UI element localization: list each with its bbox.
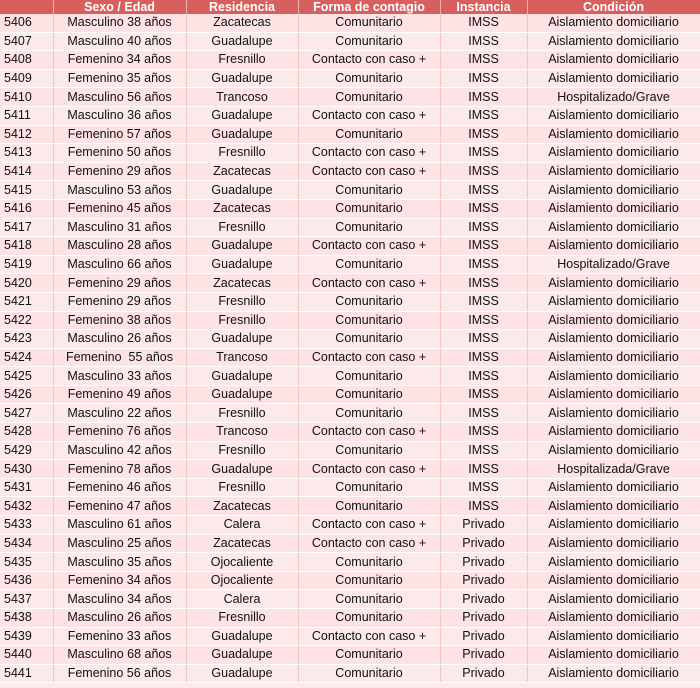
table-row [0, 181, 700, 200]
cell-condition: Aislamiento domiciliario [527, 627, 700, 646]
cell-sex-age: Femenino 56 años [53, 664, 186, 683]
cell-sex-age: Masculino 26 años [53, 330, 186, 349]
cell-contagion: Comunitario [298, 218, 440, 237]
cell-condition: Aislamiento domiciliario [527, 125, 700, 144]
cell-sex-age: Femenino 57 años [53, 125, 186, 144]
cell-contagion: Comunitario [298, 255, 440, 274]
cell-sex-age: Masculino 33 años [53, 367, 186, 386]
table-row [0, 311, 700, 330]
cell-sex-age: Femenino 78 años [53, 460, 186, 479]
cell-case-id: 5419 [0, 255, 53, 274]
cell-residence: Zacatecas [186, 162, 298, 181]
cell-residence: Guadalupe [186, 367, 298, 386]
cell-institution: IMSS [440, 404, 527, 423]
cell-residence: Ojocaliente [186, 571, 298, 590]
cell-case-id: 5425 [0, 367, 53, 386]
table-row [0, 609, 700, 628]
cell-case-id: 5408 [0, 51, 53, 70]
cell-institution: IMSS [440, 181, 527, 200]
table-row [0, 534, 700, 553]
cell-residence: Guadalupe [186, 627, 298, 646]
cell-case-id: 5432 [0, 497, 53, 516]
cell-case-id: 5406 [0, 14, 53, 32]
cell-sex-age: Masculino 25 años [53, 534, 186, 553]
cell-case-id: 5409 [0, 69, 53, 88]
cell-residence: Zacatecas [186, 14, 298, 32]
cell-institution: IMSS [440, 367, 527, 386]
cell-case-id: 5416 [0, 199, 53, 218]
header-condition: Condición [527, 0, 700, 14]
cell-residence: Fresnillo [186, 311, 298, 330]
cell-residence: Guadalupe [186, 106, 298, 125]
table-row [0, 404, 700, 423]
cell-institution: Privado [440, 516, 527, 535]
cell-condition: Hospitalizada/Grave [527, 460, 700, 479]
cell-contagion: Comunitario [298, 609, 440, 628]
table-row [0, 664, 700, 683]
cell-sex-age: Masculino 36 años [53, 106, 186, 125]
cell-sex-age: Femenino 76 años [53, 423, 186, 442]
cell-case-id: 5433 [0, 516, 53, 535]
cell-institution: IMSS [440, 14, 527, 32]
cell-sex-age: Masculino 31 años [53, 218, 186, 237]
table-row [0, 478, 700, 497]
cell-residence: Zacatecas [186, 274, 298, 293]
cell-condition: Aislamiento domiciliario [527, 478, 700, 497]
cell-sex-age: Femenino 47 años [53, 497, 186, 516]
cell-contagion: Comunitario [298, 181, 440, 200]
table-row [0, 441, 700, 460]
cell-condition: Aislamiento domiciliario [527, 218, 700, 237]
cell-case-id: 5431 [0, 478, 53, 497]
cell-condition: Aislamiento domiciliario [527, 69, 700, 88]
table-row [0, 348, 700, 367]
cell-condition: Aislamiento domiciliario [527, 385, 700, 404]
cell-condition: Aislamiento domiciliario [527, 14, 700, 32]
cell-residence: Guadalupe [186, 32, 298, 51]
cell-condition: Aislamiento domiciliario [527, 664, 700, 683]
cell-residence: Ojocaliente [186, 553, 298, 572]
cell-contagion: Comunitario [298, 571, 440, 590]
cell-residence: Trancoso [186, 348, 298, 367]
cell-sex-age: Femenino 34 años [53, 571, 186, 590]
cell-contagion: Comunitario [298, 385, 440, 404]
cell-condition: Hospitalizado/Grave [527, 255, 700, 274]
table-row [0, 516, 700, 535]
cell-condition: Aislamiento domiciliario [527, 367, 700, 386]
cell-condition: Aislamiento domiciliario [527, 292, 700, 311]
cell-case-id: 5410 [0, 88, 53, 107]
cell-contagion: Contacto con caso + [298, 51, 440, 70]
cell-condition: Aislamiento domiciliario [527, 237, 700, 256]
cell-institution: IMSS [440, 106, 527, 125]
cell-institution: IMSS [440, 32, 527, 51]
cell-contagion: Comunitario [298, 497, 440, 516]
cell-institution: Privado [440, 553, 527, 572]
cell-residence: Calera [186, 590, 298, 609]
table-row [0, 292, 700, 311]
table-row [0, 162, 700, 181]
cell-condition: Aislamiento domiciliario [527, 274, 700, 293]
cell-sex-age: Masculino 40 años [53, 32, 186, 51]
cell-contagion: Comunitario [298, 404, 440, 423]
cell-condition: Hospitalizado/Grave [527, 88, 700, 107]
cell-contagion: Comunitario [298, 590, 440, 609]
cell-case-id: 5424 [0, 348, 53, 367]
cell-sex-age: Femenino 29 años [53, 292, 186, 311]
table-row [0, 423, 700, 442]
header-contagion: Forma de contagio [298, 0, 440, 14]
cell-residence: Zacatecas [186, 497, 298, 516]
cell-case-id: 5417 [0, 218, 53, 237]
cell-residence: Fresnillo [186, 478, 298, 497]
cell-institution: IMSS [440, 460, 527, 479]
cell-contagion: Contacto con caso + [298, 516, 440, 535]
table-row [0, 255, 700, 274]
cell-institution: Privado [440, 534, 527, 553]
cell-institution: IMSS [440, 423, 527, 442]
table-row [0, 553, 700, 572]
cell-institution: IMSS [440, 292, 527, 311]
cell-case-id: 5420 [0, 274, 53, 293]
cell-case-id: 5435 [0, 553, 53, 572]
cell-contagion: Contacto con caso + [298, 627, 440, 646]
cell-residence: Trancoso [186, 88, 298, 107]
cell-case-id: 5421 [0, 292, 53, 311]
cell-sex-age: Femenino 38 años [53, 311, 186, 330]
table-row [0, 385, 700, 404]
cell-sex-age: Masculino 34 años [53, 590, 186, 609]
cell-contagion: Contacto con caso + [298, 162, 440, 181]
cell-condition: Aislamiento domiciliario [527, 516, 700, 535]
cell-case-id: 5426 [0, 385, 53, 404]
cell-residence: Fresnillo [186, 609, 298, 628]
cell-institution: Privado [440, 627, 527, 646]
table-row [0, 571, 700, 590]
cell-contagion: Contacto con caso + [298, 237, 440, 256]
cell-condition: Aislamiento domiciliario [527, 181, 700, 200]
cell-condition: Aislamiento domiciliario [527, 609, 700, 628]
cell-sex-age: Femenino 55 años [53, 348, 186, 367]
cell-case-id: 5440 [0, 646, 53, 665]
cell-case-id: 5411 [0, 106, 53, 125]
cell-contagion: Comunitario [298, 311, 440, 330]
cell-residence: Fresnillo [186, 292, 298, 311]
cell-case-id: 5434 [0, 534, 53, 553]
cell-case-id: 5422 [0, 311, 53, 330]
table-row [0, 330, 700, 349]
cell-case-id: 5436 [0, 571, 53, 590]
table-row [0, 69, 700, 88]
cell-case-id: 5407 [0, 32, 53, 51]
cell-institution: Privado [440, 590, 527, 609]
table-row [0, 125, 700, 144]
cell-institution: IMSS [440, 274, 527, 293]
cell-sex-age: Femenino 49 años [53, 385, 186, 404]
cell-residence: Guadalupe [186, 646, 298, 665]
cell-sex-age: Femenino 34 años [53, 51, 186, 70]
cell-case-id: 5438 [0, 609, 53, 628]
cell-contagion: Comunitario [298, 553, 440, 572]
cell-institution: IMSS [440, 69, 527, 88]
cell-institution: IMSS [440, 385, 527, 404]
cell-residence: Guadalupe [186, 664, 298, 683]
cell-institution: IMSS [440, 330, 527, 349]
cell-sex-age: Masculino 66 años [53, 255, 186, 274]
cell-residence: Guadalupe [186, 69, 298, 88]
cell-institution: IMSS [440, 237, 527, 256]
cell-sex-age: Masculino 28 años [53, 237, 186, 256]
cell-condition: Aislamiento domiciliario [527, 51, 700, 70]
cell-institution: IMSS [440, 218, 527, 237]
cell-sex-age: Femenino 45 años [53, 199, 186, 218]
cell-contagion: Comunitario [298, 441, 440, 460]
cell-institution: IMSS [440, 125, 527, 144]
cell-contagion: Comunitario [298, 69, 440, 88]
cell-institution: IMSS [440, 162, 527, 181]
header-sex-age: Sexo / Edad [53, 0, 186, 14]
cell-residence: Guadalupe [186, 255, 298, 274]
cell-condition: Aislamiento domiciliario [527, 144, 700, 163]
cell-condition: Aislamiento domiciliario [527, 32, 700, 51]
cell-residence: Guadalupe [186, 330, 298, 349]
cell-condition: Aislamiento domiciliario [527, 646, 700, 665]
cell-sex-age: Masculino 38 años [53, 14, 186, 32]
table-body [0, 14, 700, 683]
cell-case-id: 5439 [0, 627, 53, 646]
cell-residence: Trancoso [186, 423, 298, 442]
cell-condition: Aislamiento domiciliario [527, 330, 700, 349]
cell-contagion: Comunitario [298, 199, 440, 218]
table-row [0, 106, 700, 125]
cell-condition: Aislamiento domiciliario [527, 199, 700, 218]
cell-residence: Guadalupe [186, 125, 298, 144]
cell-institution: IMSS [440, 144, 527, 163]
cell-residence: Guadalupe [186, 385, 298, 404]
cell-contagion: Comunitario [298, 646, 440, 665]
cell-institution: Privado [440, 571, 527, 590]
cell-institution: IMSS [440, 348, 527, 367]
cell-case-id: 5414 [0, 162, 53, 181]
cell-case-id: 5423 [0, 330, 53, 349]
cell-condition: Aislamiento domiciliario [527, 162, 700, 181]
cell-contagion: Comunitario [298, 664, 440, 683]
table-row [0, 51, 700, 70]
cell-case-id: 5412 [0, 125, 53, 144]
cell-sex-age: Femenino 29 años [53, 162, 186, 181]
cell-sex-age: Femenino 35 años [53, 69, 186, 88]
table-row [0, 646, 700, 665]
cell-condition: Aislamiento domiciliario [527, 590, 700, 609]
header-residence: Residencia [186, 0, 298, 14]
cell-institution: IMSS [440, 51, 527, 70]
cell-residence: Fresnillo [186, 441, 298, 460]
cell-residence: Zacatecas [186, 199, 298, 218]
cell-residence: Guadalupe [186, 181, 298, 200]
cell-institution: Privado [440, 664, 527, 683]
cell-condition: Aislamiento domiciliario [527, 348, 700, 367]
cell-sex-age: Masculino 35 años [53, 553, 186, 572]
table-row [0, 367, 700, 386]
cell-condition: Aislamiento domiciliario [527, 571, 700, 590]
cell-case-id: 5430 [0, 460, 53, 479]
cell-contagion: Contacto con caso + [298, 144, 440, 163]
cell-contagion: Comunitario [298, 367, 440, 386]
cell-case-id: 5437 [0, 590, 53, 609]
cell-residence: Calera [186, 516, 298, 535]
cell-case-id: 5427 [0, 404, 53, 423]
cell-case-id: 5441 [0, 664, 53, 683]
cell-institution: IMSS [440, 255, 527, 274]
cell-residence: Fresnillo [186, 218, 298, 237]
cell-sex-age: Masculino 61 años [53, 516, 186, 535]
cell-condition: Aislamiento domiciliario [527, 423, 700, 442]
cell-residence: Fresnillo [186, 404, 298, 423]
cell-sex-age: Femenino 46 años [53, 478, 186, 497]
cell-residence: Zacatecas [186, 534, 298, 553]
header-row [0, 0, 700, 14]
cell-condition: Aislamiento domiciliario [527, 106, 700, 125]
cell-institution: IMSS [440, 88, 527, 107]
cell-sex-age: Masculino 22 años [53, 404, 186, 423]
table-row [0, 32, 700, 51]
cell-institution: IMSS [440, 311, 527, 330]
cell-institution: IMSS [440, 497, 527, 516]
cell-condition: Aislamiento domiciliario [527, 497, 700, 516]
cell-residence: Fresnillo [186, 144, 298, 163]
cell-contagion: Comunitario [298, 330, 440, 349]
cell-case-id: 5415 [0, 181, 53, 200]
table-row [0, 199, 700, 218]
cell-contagion: Contacto con caso + [298, 460, 440, 479]
cell-contagion: Comunitario [298, 14, 440, 32]
cell-sex-age: Masculino 26 años [53, 609, 186, 628]
cell-contagion: Comunitario [298, 478, 440, 497]
cell-residence: Guadalupe [186, 460, 298, 479]
cell-residence: Fresnillo [186, 51, 298, 70]
cell-sex-age: Masculino 53 años [53, 181, 186, 200]
table-row [0, 88, 700, 107]
cell-institution: Privado [440, 609, 527, 628]
cell-contagion: Contacto con caso + [298, 348, 440, 367]
cell-sex-age: Masculino 68 años [53, 646, 186, 665]
cell-case-id: 5413 [0, 144, 53, 163]
cell-case-id: 5428 [0, 423, 53, 442]
table-row [0, 627, 700, 646]
table-row [0, 14, 700, 32]
cell-contagion: Comunitario [298, 125, 440, 144]
cell-institution: IMSS [440, 441, 527, 460]
table-row [0, 274, 700, 293]
cell-institution: Privado [440, 646, 527, 665]
table-row [0, 237, 700, 256]
table-row [0, 144, 700, 163]
cell-case-id: 5418 [0, 237, 53, 256]
table-row [0, 497, 700, 516]
cell-sex-age: Masculino 56 años [53, 88, 186, 107]
cell-contagion: Comunitario [298, 88, 440, 107]
cell-contagion: Contacto con caso + [298, 423, 440, 442]
cell-contagion: Contacto con caso + [298, 534, 440, 553]
cell-contagion: Contacto con caso + [298, 274, 440, 293]
cell-institution: IMSS [440, 478, 527, 497]
cell-sex-age: Femenino 29 años [53, 274, 186, 293]
table-row [0, 460, 700, 479]
cell-contagion: Contacto con caso + [298, 106, 440, 125]
cell-condition: Aislamiento domiciliario [527, 534, 700, 553]
cell-condition: Aislamiento domiciliario [527, 441, 700, 460]
table-row [0, 590, 700, 609]
table-row [0, 218, 700, 237]
cell-condition: Aislamiento domiciliario [527, 404, 700, 423]
cell-institution: IMSS [440, 199, 527, 218]
cell-sex-age: Femenino 50 años [53, 144, 186, 163]
cell-condition: Aislamiento domiciliario [527, 311, 700, 330]
cell-sex-age: Femenino 33 años [53, 627, 186, 646]
cell-condition: Aislamiento domiciliario [527, 553, 700, 572]
cell-residence: Guadalupe [186, 237, 298, 256]
header-institution: Instancia [440, 0, 527, 14]
cell-sex-age: Masculino 42 años [53, 441, 186, 460]
header-id [0, 0, 53, 14]
cell-case-id: 5429 [0, 441, 53, 460]
cell-contagion: Comunitario [298, 292, 440, 311]
cell-contagion: Comunitario [298, 32, 440, 51]
